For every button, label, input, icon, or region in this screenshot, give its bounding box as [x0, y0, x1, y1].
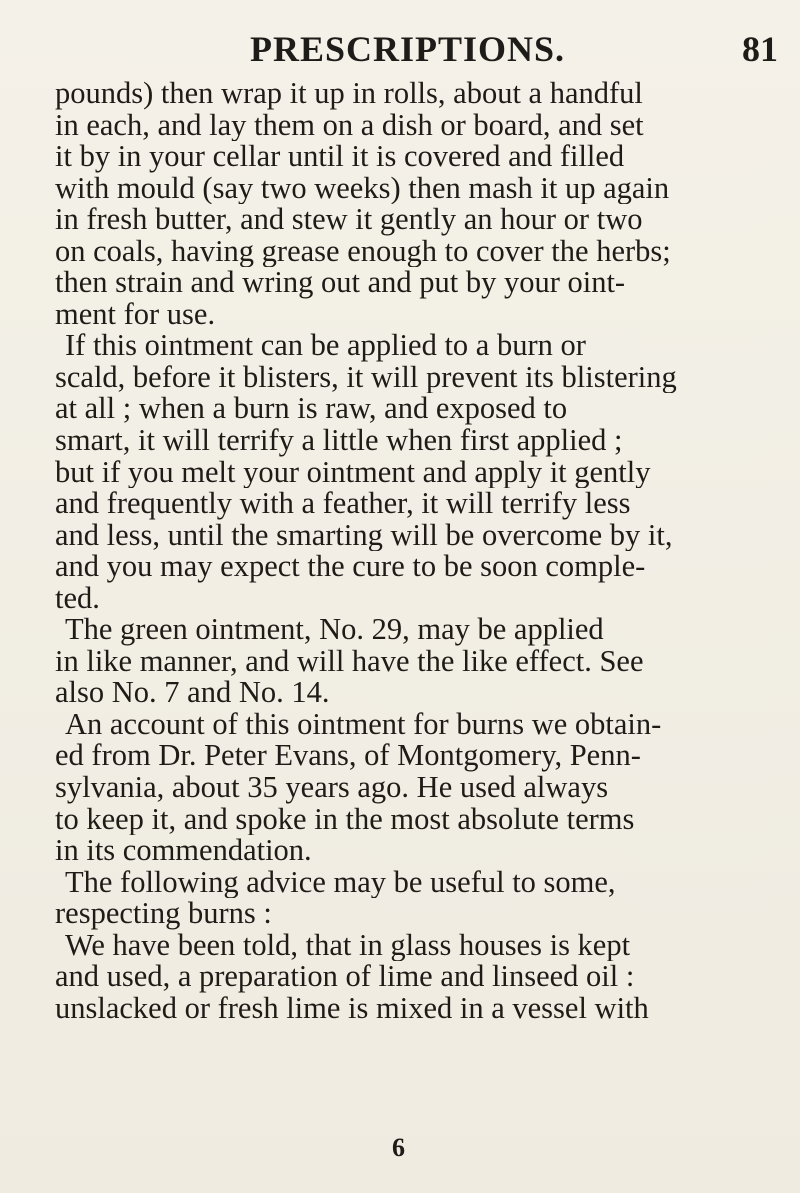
text-line: on coals, having grease enough to cover the herbs;: [55, 235, 671, 268]
text-line: and frequently with a feather, it will terrify less: [55, 488, 631, 520]
page-header: [0, 28, 800, 72]
paragraph-start-line: We have been told, that in glass houses is kept: [65, 929, 631, 962]
text-line: also No. 7 and No. 14.: [55, 677, 330, 709]
text-line: with mould (say two weeks) then mash it up again: [55, 172, 670, 205]
text-line: scald, before it blisters, it will prevent its blistering: [55, 361, 677, 394]
body-text: [55, 78, 795, 1024]
text-line: in fresh butter, and stew it gently an hour or two: [55, 204, 643, 236]
running-head: PRESCRIPTIONS.: [250, 29, 566, 69]
text-line: ted.: [55, 582, 100, 615]
text-line: but if you melt your ointment and apply it gently: [55, 456, 651, 489]
paragraph-start-line: The following advice may be useful to some,: [65, 866, 616, 899]
paragraph-start-line: An account of this ointment for burns we obtain-: [65, 708, 662, 741]
paragraph-start-line: If this ointment can be applied to a burn or: [65, 330, 586, 362]
text-line: in like manner, and will have the like effect. See: [55, 645, 644, 678]
text-line: smart, it will terrify a little when first applied ;: [55, 425, 623, 457]
text-line: ment for use.: [55, 298, 216, 331]
text-line: in its commendation.: [55, 835, 312, 867]
text-line: and less, until the smarting will be overcome by it,: [55, 519, 673, 552]
text-line: in each, and lay them on a dish or board, and set: [55, 109, 644, 142]
text-line: pounds) then wrap it up in rolls, about a handful: [55, 78, 643, 110]
text-line: then strain and wring out and put by your oint-: [55, 267, 626, 299]
text-line: unslacked or fresh lime is mixed in a vessel with: [55, 992, 649, 1025]
paragraph-start-line: The green ointment, No. 29, may be applied: [65, 614, 604, 646]
text-line: sylvania, about 35 years ago. He used always: [55, 772, 609, 804]
text-line: to keep it, and spoke in the most absolute terms: [55, 803, 635, 836]
page-number: 81: [742, 29, 778, 69]
text-line: ed from Dr. Peter Evans, of Montgomery, Penn-: [55, 740, 641, 773]
text-line: and used, a preparation of lime and linseed oil :: [55, 961, 635, 993]
text-line: at all ; when a burn is raw, and exposed to: [55, 393, 568, 426]
text-line: and you may expect the cure to be soon comple-: [55, 551, 646, 583]
text-line: respecting burns :: [55, 898, 272, 930]
text-line: it by in your cellar until it is covered and filled: [55, 141, 625, 173]
signature-mark: 6: [392, 1133, 405, 1162]
